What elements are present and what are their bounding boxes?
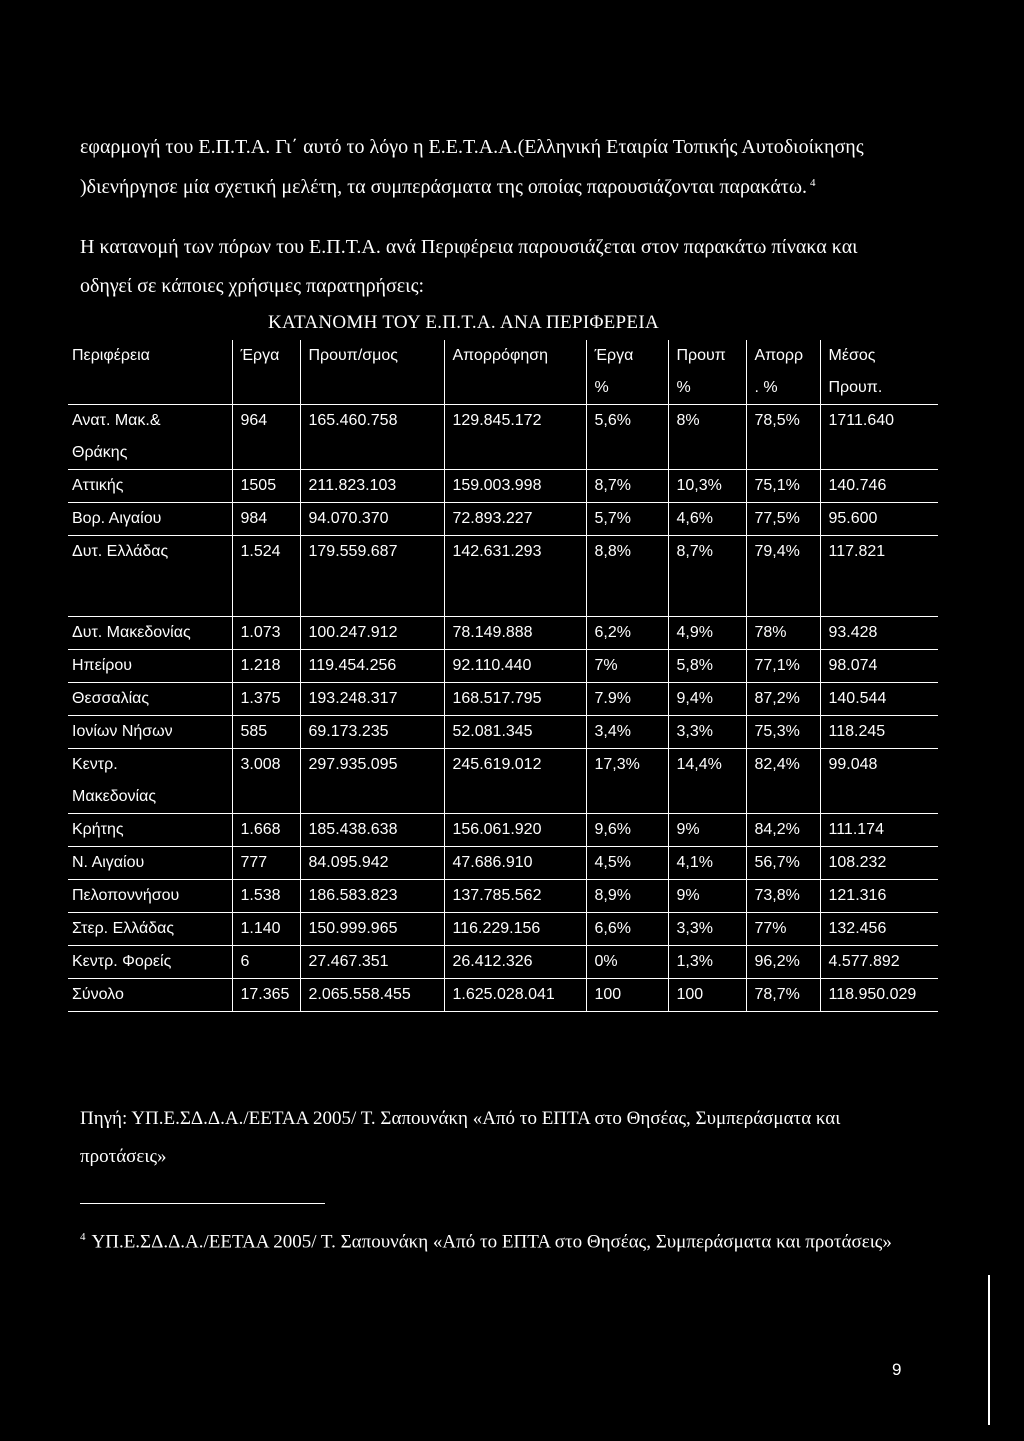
table-row	[68, 470, 938, 503]
cell-value: 99.048	[828, 756, 878, 773]
table-cell	[232, 913, 300, 946]
table-cell	[300, 470, 444, 503]
column-header-line: Έργα	[594, 347, 634, 364]
cell-value: 7%	[594, 657, 618, 674]
cell-value: 75,1%	[754, 477, 800, 494]
table-row	[68, 536, 938, 617]
region-cell	[68, 749, 232, 814]
table-cell	[586, 536, 668, 617]
table-cell	[300, 979, 444, 1012]
table-cell	[586, 650, 668, 683]
cell-value: 9,6%	[594, 821, 631, 838]
table-cell	[232, 536, 300, 617]
table-cell	[300, 683, 444, 716]
table-row	[68, 650, 938, 683]
region-cell	[68, 470, 232, 503]
allocation-table	[68, 340, 938, 1012]
table-cell	[232, 716, 300, 749]
table-cell	[232, 979, 300, 1012]
region-name: Θεσσαλίας	[72, 690, 150, 707]
cell-value: 100.247.912	[308, 624, 398, 641]
cell-value: 137.785.562	[452, 887, 542, 904]
cell-value: 6	[240, 953, 250, 970]
cell-value: 4,1%	[676, 854, 713, 871]
cell-value: 140.544	[828, 690, 887, 707]
region-name: Δυτ. Μακεδονίας	[72, 624, 191, 641]
table-cell	[586, 880, 668, 913]
table-cell	[746, 470, 820, 503]
cell-value: 8%	[676, 412, 700, 429]
table-cell	[232, 503, 300, 536]
table-cell	[444, 979, 586, 1012]
region-cell	[68, 814, 232, 847]
cell-value: 777	[240, 854, 268, 871]
column-header	[746, 340, 820, 405]
table-cell	[444, 847, 586, 880]
table-cell	[668, 847, 746, 880]
table-cell	[746, 979, 820, 1012]
table-cell	[586, 847, 668, 880]
cell-value: 17.365	[240, 986, 290, 1003]
cell-value: 4,6%	[676, 510, 713, 527]
table-cell	[232, 847, 300, 880]
table-cell	[300, 503, 444, 536]
table-cell	[820, 880, 938, 913]
cell-value: 72.893.227	[452, 510, 533, 527]
table-cell	[444, 913, 586, 946]
table-cell	[668, 617, 746, 650]
table-cell	[820, 979, 938, 1012]
table-cell	[232, 405, 300, 470]
table-cell	[300, 880, 444, 913]
table-cell	[586, 470, 668, 503]
column-header-line: Απορρόφηση	[452, 347, 549, 364]
table-cell	[444, 536, 586, 617]
cell-value: 116.229.156	[452, 920, 541, 937]
table-cell	[300, 749, 444, 814]
cell-value: 5,8%	[676, 657, 713, 674]
cell-value: 8,8%	[594, 543, 631, 560]
table-cell	[300, 814, 444, 847]
cell-value: 297.935.095	[308, 756, 398, 773]
table-cell	[232, 946, 300, 979]
table-cell	[444, 650, 586, 683]
table-cell	[444, 617, 586, 650]
table-cell	[820, 405, 938, 470]
cell-value: 129.845.172	[452, 412, 542, 429]
cell-value: 140.746	[828, 477, 887, 494]
table-row	[68, 880, 938, 913]
cell-value: 9%	[676, 887, 700, 904]
table-cell	[300, 946, 444, 979]
table-cell	[586, 405, 668, 470]
table-cell	[300, 847, 444, 880]
cell-value: 193.248.317	[308, 690, 398, 707]
table-cell	[444, 470, 586, 503]
cell-value: 1505	[240, 477, 277, 494]
table-cell	[300, 913, 444, 946]
table-cell	[820, 470, 938, 503]
table-header-row	[68, 340, 938, 405]
table-cell	[586, 749, 668, 814]
table-cell	[820, 503, 938, 536]
cell-value: 77,5%	[754, 510, 800, 527]
cell-value: 168.517.795	[452, 690, 542, 707]
column-header	[586, 340, 668, 405]
region-cell	[68, 847, 232, 880]
cell-value: 585	[240, 723, 268, 740]
cell-value: 1.538	[240, 887, 281, 904]
cell-value: 78,7%	[754, 986, 800, 1003]
table-cell	[232, 683, 300, 716]
table-row	[68, 946, 938, 979]
region-name: Στερ. Ελλάδας	[72, 920, 175, 937]
table-cell	[444, 880, 586, 913]
cell-value: 1,3%	[676, 953, 713, 970]
table-row	[68, 683, 938, 716]
cell-value: 132.456	[828, 920, 887, 937]
table-cell	[668, 913, 746, 946]
footnote-ref[interactable]: 4	[810, 177, 816, 189]
table-cell	[746, 814, 820, 847]
cell-value: 245.619.012	[452, 756, 542, 773]
cell-value: 150.999.965	[308, 920, 398, 937]
cell-value: 87,2%	[754, 690, 800, 707]
table-cell	[232, 650, 300, 683]
table-cell	[444, 814, 586, 847]
region-cell	[68, 716, 232, 749]
cell-value: 4,9%	[676, 624, 713, 641]
cell-value: 47.686.910	[452, 854, 533, 871]
column-header-line: . %	[754, 379, 778, 396]
table-cell	[746, 749, 820, 814]
cell-value: 9,4%	[676, 690, 713, 707]
region-cell	[68, 880, 232, 913]
table-row	[68, 847, 938, 880]
table-row	[68, 749, 938, 814]
region-cell	[68, 683, 232, 716]
cell-value: 2.065.558.455	[308, 986, 411, 1003]
table-cell	[300, 536, 444, 617]
table-row	[68, 913, 938, 946]
column-header-line: Προυπ.	[828, 379, 883, 396]
column-header-line: Μέσος	[828, 347, 876, 364]
table-cell	[444, 503, 586, 536]
cell-value: 118.245	[828, 723, 886, 740]
table-cell	[300, 617, 444, 650]
margin-line	[988, 1275, 990, 1425]
table-cell	[586, 946, 668, 979]
table-cell	[668, 716, 746, 749]
cell-value: 118.950.029	[828, 986, 917, 1003]
table-cell	[820, 847, 938, 880]
cell-value: 8,7%	[594, 477, 631, 494]
table-row	[68, 503, 938, 536]
cell-value: 100	[594, 986, 622, 1003]
table-cell	[668, 880, 746, 913]
column-header	[232, 340, 300, 405]
table-cell	[232, 880, 300, 913]
table-cell	[668, 405, 746, 470]
table-cell	[586, 503, 668, 536]
table-cell	[586, 814, 668, 847]
region-name: Ιονίων Νήσων	[72, 723, 173, 740]
table-cell	[820, 617, 938, 650]
region-name: Ανατ. Μακ.&	[72, 412, 161, 429]
region-name: Κρήτης	[72, 821, 124, 838]
cell-value: 121.316	[828, 887, 887, 904]
table-cell	[444, 405, 586, 470]
region-name: Κεντρ. Φορείς	[72, 953, 172, 970]
cell-value: 94.070.370	[308, 510, 389, 527]
cell-value: 159.003.998	[452, 477, 542, 494]
cell-value: 186.583.823	[308, 887, 398, 904]
table-cell	[586, 716, 668, 749]
region-name: Σύνολο	[72, 986, 124, 1003]
table-row	[68, 405, 938, 470]
cell-value: 964	[240, 412, 268, 429]
table-cell	[746, 913, 820, 946]
cell-value: 119.454.256	[308, 657, 397, 674]
cell-value: 1.140	[240, 920, 281, 937]
table-cell	[300, 716, 444, 749]
table-cell	[586, 913, 668, 946]
cell-value: 8,9%	[594, 887, 631, 904]
cell-value: 8,7%	[676, 543, 713, 560]
cell-value: 1.375	[240, 690, 281, 707]
table-cell	[668, 470, 746, 503]
cell-value: 4.577.892	[828, 953, 900, 970]
column-header-line: Προυπ/σμος	[308, 347, 398, 364]
table-cell	[668, 946, 746, 979]
cell-value: 82,4%	[754, 756, 800, 773]
table-cell	[746, 405, 820, 470]
cell-value: 77%	[754, 920, 787, 937]
cell-value: 1.625.028.041	[452, 986, 555, 1003]
table-cell	[820, 536, 938, 617]
region-name: Πελοποννήσου	[72, 887, 180, 904]
region-name: Αττικής	[72, 477, 124, 494]
intro-line-4: οδηγεί σε κάποιες χρήσιμες παρατηρήσεις:	[80, 275, 425, 297]
table-cell	[746, 880, 820, 913]
region-name: Βορ. Αιγαίου	[72, 510, 162, 527]
table-cell	[746, 503, 820, 536]
cell-value: 117.821	[828, 543, 886, 560]
table-cell	[586, 617, 668, 650]
table-source: Πηγή: ΥΠ.Ε.ΣΔ.Δ.Α./ΕΕΤΑΑ 2005/ Τ. Σαπουνάκη «Από το ΕΠΤΑ στο Θησέας, Συμπεράσματα και προτάσεις»	[80, 1108, 841, 1167]
column-header	[68, 340, 232, 405]
cell-value: 52.081.345	[452, 723, 533, 740]
cell-value: 75,3%	[754, 723, 800, 740]
cell-value: 78.149.888	[452, 624, 533, 641]
table-cell	[232, 749, 300, 814]
column-header	[668, 340, 746, 405]
table-cell	[820, 946, 938, 979]
cell-value: 78%	[754, 624, 787, 641]
cell-value: 73,8%	[754, 887, 800, 904]
cell-value: 0%	[594, 953, 618, 970]
cell-value: 5,7%	[594, 510, 631, 527]
footnote-text: ΥΠ.Ε.ΣΔ.Δ.Α./ΕΕΤΑΑ 2005/ Τ. Σαπουνάκη «Από το ΕΠΤΑ στο Θησέας, Συμπεράσματα και προτάσεις»	[91, 1231, 892, 1253]
column-header	[300, 340, 444, 405]
column-header-line: %	[676, 379, 691, 396]
table-cell	[820, 683, 938, 716]
cell-value: 984	[240, 510, 268, 527]
table-cell	[668, 979, 746, 1012]
table-cell	[300, 650, 444, 683]
column-header-line: Περιφέρεια	[72, 347, 150, 364]
footnote-number: 4	[80, 1231, 86, 1243]
intro-line-2-text: )διενήργησε μία σχετική μελέτη, τα συμπεράσματα της οποίας παρουσιάζονται παρακάτω.	[80, 176, 807, 198]
table-cell	[820, 814, 938, 847]
cell-value: 56,7%	[754, 854, 800, 871]
cell-value: 98.074	[828, 657, 878, 674]
cell-value: 179.559.687	[308, 543, 398, 560]
region-name-cont: Μακεδονίας	[72, 788, 157, 805]
table-cell	[444, 749, 586, 814]
cell-value: 27.467.351	[308, 953, 389, 970]
cell-value: 17,3%	[594, 756, 640, 773]
table-cell	[586, 683, 668, 716]
table-row	[68, 716, 938, 749]
cell-value: 6,6%	[594, 920, 631, 937]
table-row	[68, 814, 938, 847]
table-cell	[668, 683, 746, 716]
cell-value: 108.232	[828, 854, 887, 871]
cell-value: 1.668	[240, 821, 281, 838]
cell-value: 211.823.103	[308, 477, 397, 494]
region-cell	[68, 405, 232, 470]
cell-value: 1.524	[240, 543, 281, 560]
table-cell	[232, 470, 300, 503]
table-cell	[668, 536, 746, 617]
cell-value: 156.061.920	[452, 821, 542, 838]
table-row	[68, 617, 938, 650]
region-name: Ηπείρου	[72, 657, 133, 674]
intro-line-2	[80, 177, 816, 197]
cell-value: 1.218	[240, 657, 281, 674]
region-cell	[68, 913, 232, 946]
cell-value: 9%	[676, 821, 700, 838]
table-cell	[232, 814, 300, 847]
region-cell	[68, 536, 232, 617]
cell-value: 26.412.326	[452, 953, 533, 970]
page-number: 9	[892, 1360, 902, 1379]
cell-value: 95.600	[828, 510, 878, 527]
table-cell	[586, 979, 668, 1012]
column-header	[444, 340, 586, 405]
column-header-line: Απορρ	[754, 347, 804, 364]
cell-value: 5,6%	[594, 412, 631, 429]
table-cell	[820, 749, 938, 814]
table-cell	[746, 536, 820, 617]
region-cell	[68, 946, 232, 979]
table-cell	[820, 913, 938, 946]
cell-value: 4,5%	[594, 854, 631, 871]
cell-value: 7.9%	[594, 690, 631, 707]
table-cell	[444, 716, 586, 749]
cell-value: 3.008	[240, 756, 281, 773]
cell-value: 1711.640	[828, 412, 895, 429]
table-cell	[232, 617, 300, 650]
region-cell	[68, 650, 232, 683]
region-name: Δυτ. Ελλάδας	[72, 543, 169, 560]
footnote	[80, 1218, 900, 1261]
cell-value: 14,4%	[676, 756, 722, 773]
cell-value: 96,2%	[754, 953, 800, 970]
cell-value: 1.073	[240, 624, 281, 641]
cell-value: 78,5%	[754, 412, 800, 429]
region-name: Ν. Αιγαίου	[72, 854, 145, 871]
cell-value: 6,2%	[594, 624, 631, 641]
table-title: ΚΑΤΑΝΟΜΗ ΤΟΥ Ε.Π.Τ.Α. ΑΝΑ ΠΕΡΙΦΕΡΕΙΑ	[268, 312, 659, 333]
cell-value: 3,3%	[676, 723, 713, 740]
table-cell	[820, 716, 938, 749]
cell-value: 165.460.758	[308, 412, 398, 429]
cell-value: 93.428	[828, 624, 878, 641]
cell-value: 77,1%	[754, 657, 800, 674]
region-name: Κεντρ.	[72, 756, 118, 773]
table-cell	[668, 814, 746, 847]
cell-value: 111.174	[828, 821, 884, 838]
cell-value: 100	[676, 986, 704, 1003]
cell-value: 3,4%	[594, 723, 631, 740]
table-cell	[746, 946, 820, 979]
table-cell	[300, 405, 444, 470]
table-row	[68, 979, 938, 1012]
cell-value: 84,2%	[754, 821, 800, 838]
table-cell	[746, 847, 820, 880]
table-cell	[444, 946, 586, 979]
table-cell	[746, 617, 820, 650]
table-cell	[668, 749, 746, 814]
cell-value: 10,3%	[676, 477, 722, 494]
cell-value: 79,4%	[754, 543, 800, 560]
column-header-line: Έργα	[240, 347, 280, 364]
column-header	[820, 340, 938, 405]
region-cell	[68, 617, 232, 650]
cell-value: 69.173.235	[308, 723, 389, 740]
column-header-line: Προυπ	[676, 347, 726, 364]
table-cell	[746, 650, 820, 683]
region-cell	[68, 979, 232, 1012]
cell-value: 3,3%	[676, 920, 713, 937]
table-cell	[668, 503, 746, 536]
region-cell	[68, 503, 232, 536]
footnote-divider	[80, 1203, 325, 1204]
cell-value: 84.095.942	[308, 854, 389, 871]
cell-value: 92.110.440	[452, 657, 532, 674]
table-cell	[746, 683, 820, 716]
intro-line-3: Η κατανομή των πόρων του Ε.Π.Τ.Α. ανά Περιφέρεια παρουσιάζεται στον παρακάτω πίνακα και	[80, 236, 858, 258]
intro-line-1: εφαρμογή του Ε.Π.Τ.Α. Γι΄ αυτό το λόγο η Ε.Ε.Τ.Α.Α.(Ελληνική Εταιρία Τοπικής Αυτοδιοίκησης	[80, 136, 864, 158]
column-header-line: %	[594, 379, 609, 396]
table-cell	[746, 716, 820, 749]
cell-value: 185.438.638	[308, 821, 398, 838]
table-cell	[668, 650, 746, 683]
table-cell	[444, 683, 586, 716]
table-cell	[820, 650, 938, 683]
cell-value: 142.631.293	[452, 543, 542, 560]
region-name-cont: Θράκης	[72, 444, 128, 461]
